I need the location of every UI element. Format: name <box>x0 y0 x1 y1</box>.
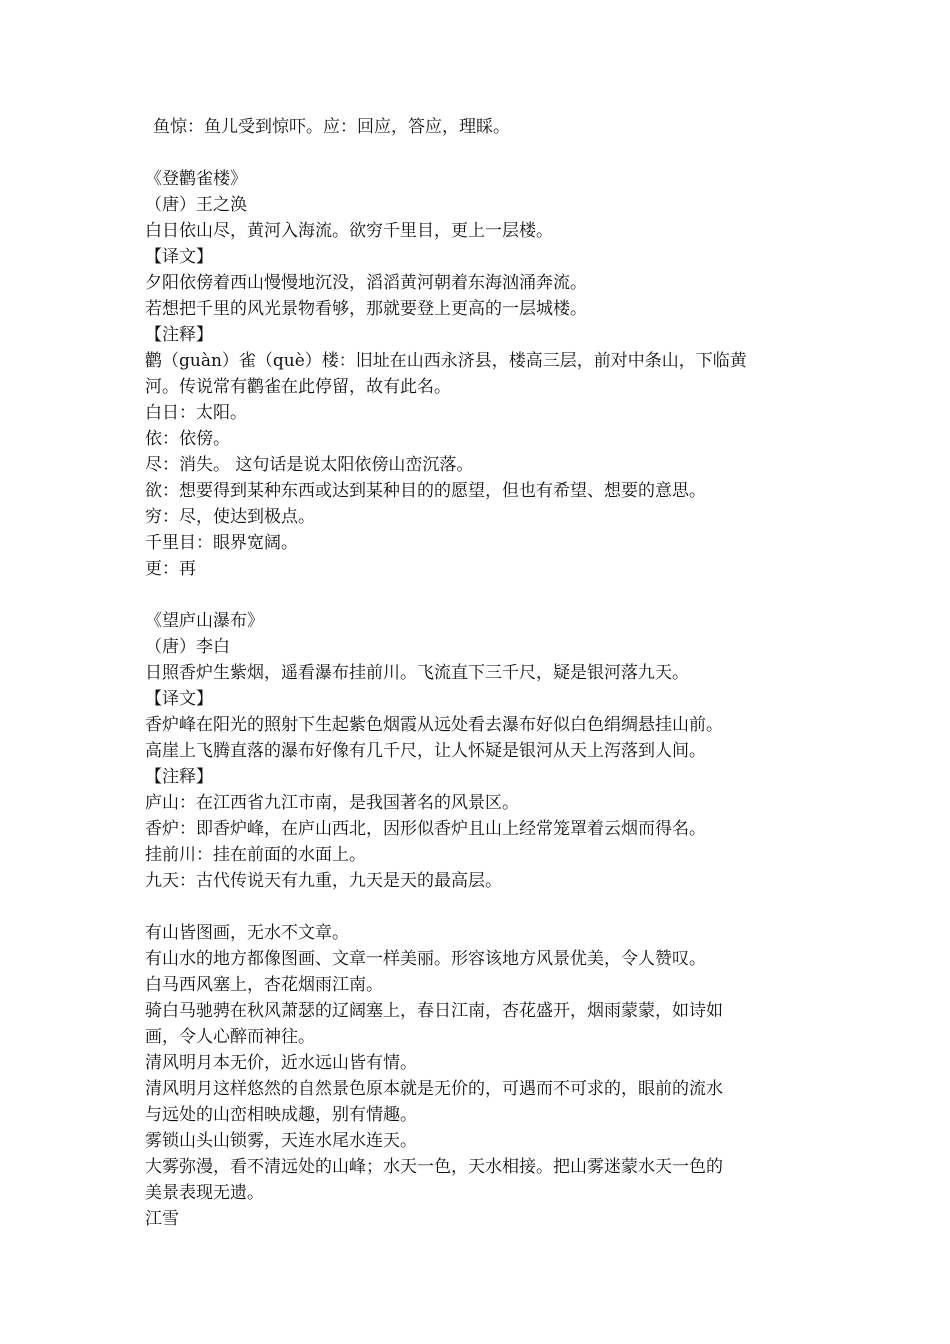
poem1-note: 更：再 <box>145 559 196 579</box>
poem2-author: （唐）李白 <box>145 637 230 657</box>
poem1-note: 欲：想要得到某种东西或达到某种目的的愿望，但也有希望、想要的意思。 <box>145 481 706 501</box>
poem2-note: 挂前川：挂在前面的水面上。 <box>145 845 366 865</box>
poem2-notes-heading: 【注释】 <box>145 767 213 787</box>
saying-line: 美景表现无遗。 <box>145 1183 264 1203</box>
poem2-translation-line: 高崖上飞腾直落的瀑布好像有几千尺，让人怀疑是银河从天上泻落到人间。 <box>145 741 706 761</box>
paragraph-gap <box>145 582 835 608</box>
poem1-text: 白日依山尽，黄河入海流。欲穷千里目，更上一层楼。 <box>145 221 553 241</box>
saying-line: 清风明月本无价，近水远山皆有情。 <box>145 1053 417 1073</box>
poem2-note: 庐山：在江西省九江市南，是我国著名的风景区。 <box>145 793 519 813</box>
paragraph-gap <box>145 140 835 166</box>
poem2-title: 《望庐山瀑布》 <box>145 611 264 631</box>
saying-line: 清风明月这样悠然的自然景色原本就是无价的，可遇而不可求的，眼前的流水 <box>145 1079 723 1099</box>
poem2-translation-line: 香炉峰在阳光的照射下生起紫色烟霞从远处看去瀑布好似白色绢绸悬挂山前。 <box>145 715 723 735</box>
poem1-translation-line: 夕阳依傍着西山慢慢地沉没，滔滔黄河朝着东海汹涌奔流。 <box>145 273 587 293</box>
saying-line: 有山皆图画，无水不文章。 <box>145 923 349 943</box>
poem1-notes-heading: 【注释】 <box>145 325 213 345</box>
poem1-note: 依：依傍。 <box>145 429 230 449</box>
poem2-note: 香炉：即香炉峰，在庐山西北，因形似香炉且山上经常笼罩着云烟而得名。 <box>145 819 706 839</box>
poem1-note: 尽：消失。 这句话是说太阳依傍山峦沉落。 <box>145 455 474 475</box>
intro-line: 鱼惊：鱼儿受到惊吓。应：回应，答应，理睬。 <box>153 117 510 137</box>
poem1-note: 白日：太阳。 <box>145 403 247 423</box>
saying-line: 有山水的地方都像图画、文章一样美丽。形容该地方风景优美，令人赞叹。 <box>145 949 706 969</box>
paragraph-gap <box>145 894 835 920</box>
poem1-note: 鹳（guàn）雀（què）楼：旧址在山西永济县，楼高三层，前对中条山，下临黄 <box>145 351 747 371</box>
poem1-note: 千里目：眼界宽阔。 <box>145 533 298 553</box>
poem1-title: 《登鹳雀楼》 <box>145 169 247 189</box>
poem1-translation-heading: 【译文】 <box>145 247 213 267</box>
saying-line: 画，令人心醉而神往。 <box>145 1027 315 1047</box>
saying-line: 骑白马驰骋在秋风萧瑟的辽阔塞上，春日江南，杏花盛开，烟雨蒙蒙，如诗如 <box>145 1001 723 1021</box>
saying-line: 雾锁山头山锁雾，天连水尾水连天。 <box>145 1131 417 1151</box>
poem1-note: 穷：尽，使达到极点。 <box>145 507 315 527</box>
poem2-translation-heading: 【译文】 <box>145 689 213 709</box>
poem1-note: 河。传说常有鹳雀在此停留，故有此名。 <box>145 377 451 397</box>
saying-line: 白马西风塞上，杏花烟雨江南。 <box>145 975 383 995</box>
document-body <box>145 114 835 1232</box>
poem2-note: 九天：古代传说天有九重，九天是天的最高层。 <box>145 871 502 891</box>
poem2-text: 日照香炉生紫烟，遥看瀑布挂前川。飞流直下三千尺，疑是银河落九天。 <box>145 663 689 683</box>
saying-line: 大雾弥漫，看不清远处的山峰；水天一色，天水相接。把山雾迷蒙水天一色的 <box>145 1157 723 1177</box>
poem1-translation-line: 若想把千里的风光景物看够，那就要登上更高的一层城楼。 <box>145 299 587 319</box>
poem1-author: （唐）王之涣 <box>145 195 247 215</box>
saying-line: 与远处的山峦相映成趣，别有情趣。 <box>145 1105 417 1125</box>
saying-line: 江雪 <box>145 1209 179 1229</box>
